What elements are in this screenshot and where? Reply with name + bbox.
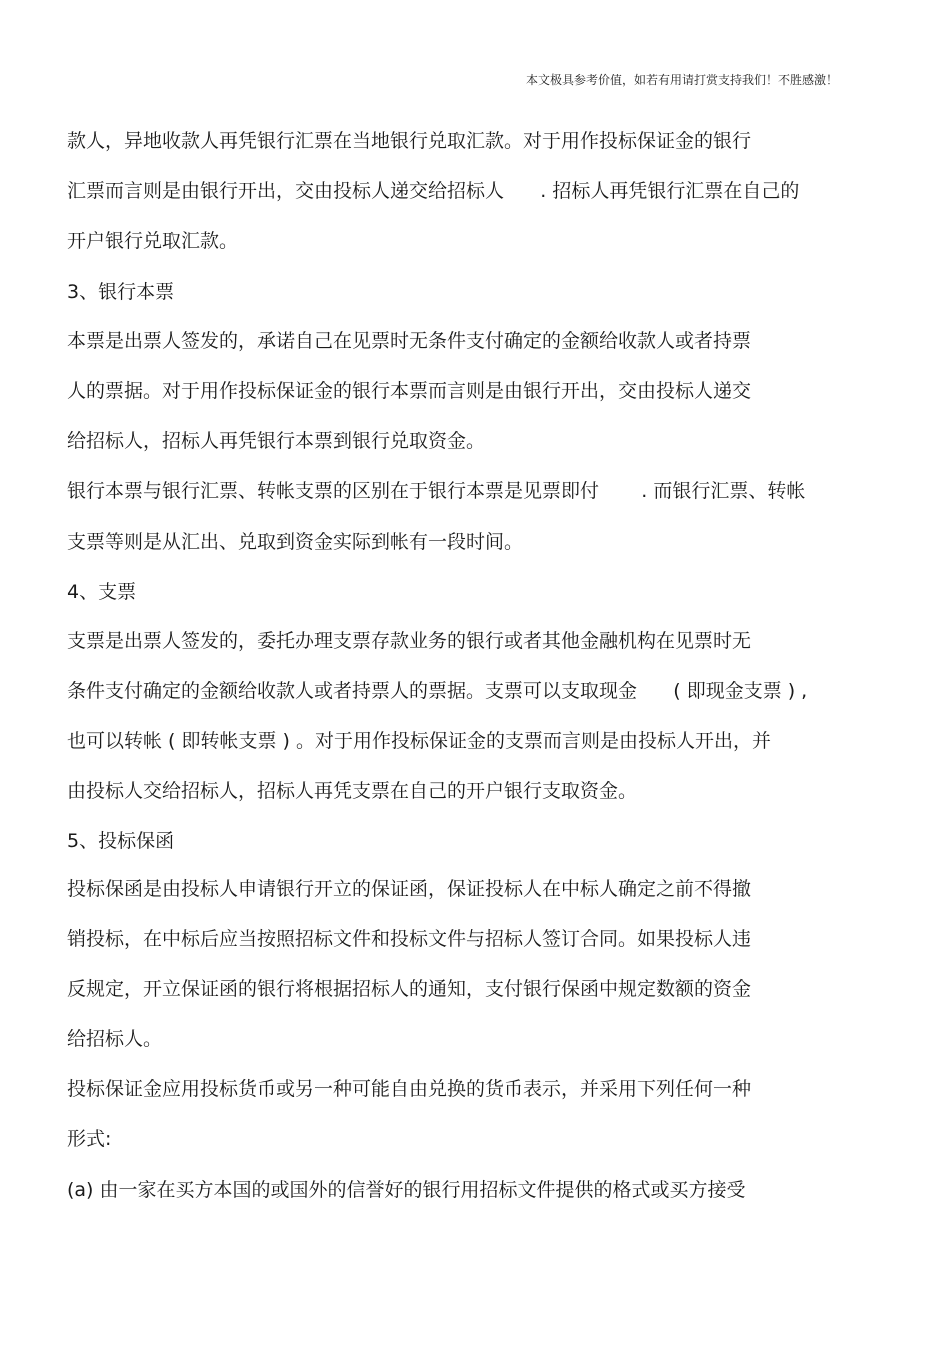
body-line: 投标保函是由投标人申请银行开立的保证函，保证投标人在中标人确定之前不得撤 xyxy=(67,878,752,900)
body-line: 汇票而言则是由银行开出，交由投标人递交给招标人 . 招标人再凭银行汇票在自己的 xyxy=(67,180,800,202)
section-heading: 4、支票 xyxy=(67,581,137,603)
body-line: 开户银行兑取汇款。 xyxy=(67,230,239,252)
body-line: 投标保证金应用投标货币或另一种可能自由兑换的货币表示，并采用下列任何一种 xyxy=(67,1078,752,1100)
body-line: 也可以转帐 ( 即转帐支票 ) 。对于用作投标保证金的支票而言则是由投标人开出，并 xyxy=(67,730,771,752)
body-line: 给招标人，招标人再凭银行本票到银行兑取资金。 xyxy=(67,430,486,452)
body-line: 给招标人。 xyxy=(67,1028,163,1050)
body-line: 支票是出票人签发的，委托办理支票存款业务的银行或者其他金融机构在见票时无 xyxy=(67,630,752,652)
header-note: 本文极具参考价值，如若有用请打赏支持我们！不胜感激！ xyxy=(525,73,838,87)
body-line: 本票是出票人签发的，承诺自己在见票时无条件支付确定的金额给收款人或者持票 xyxy=(67,330,752,352)
body-line: (a) 由一家在买方本国的或国外的信誉好的银行用招标文件提供的格式或买方接受 xyxy=(67,1179,746,1201)
section-heading: 5、投标保函 xyxy=(67,830,175,852)
section-heading: 3、银行本票 xyxy=(67,281,175,303)
body-line: 款人，异地收款人再凭银行汇票在当地银行兑取汇款。对于用作投标保证金的银行 xyxy=(67,130,752,152)
body-line: 条件支付确定的金额给收款人或者持票人的票据。支票可以支取现金 ( 即现金支票 ) , xyxy=(67,680,808,702)
body-line: 银行本票与银行汇票、转帐支票的区别在于银行本票是见票即付 . 而银行汇票、转帐 xyxy=(67,480,806,502)
body-line: 销投标，在中标后应当按照招标文件和投标文件与招标人签订合同。如果投标人违 xyxy=(67,928,752,950)
body-line: 人的票据。对于用作投标保证金的银行本票而言则是由银行开出，交由投标人递交 xyxy=(67,380,752,402)
body-line: 由投标人交给招标人，招标人再凭支票在自己的开户银行支取资金。 xyxy=(67,780,638,802)
body-line: 反规定，开立保证函的银行将根据招标人的通知，支付银行保函中规定数额的资金 xyxy=(67,978,752,1000)
body-line: 支票等则是从汇出、兑取到资金实际到帐有一段时间。 xyxy=(67,531,524,553)
body-line: 形式: xyxy=(67,1128,112,1150)
